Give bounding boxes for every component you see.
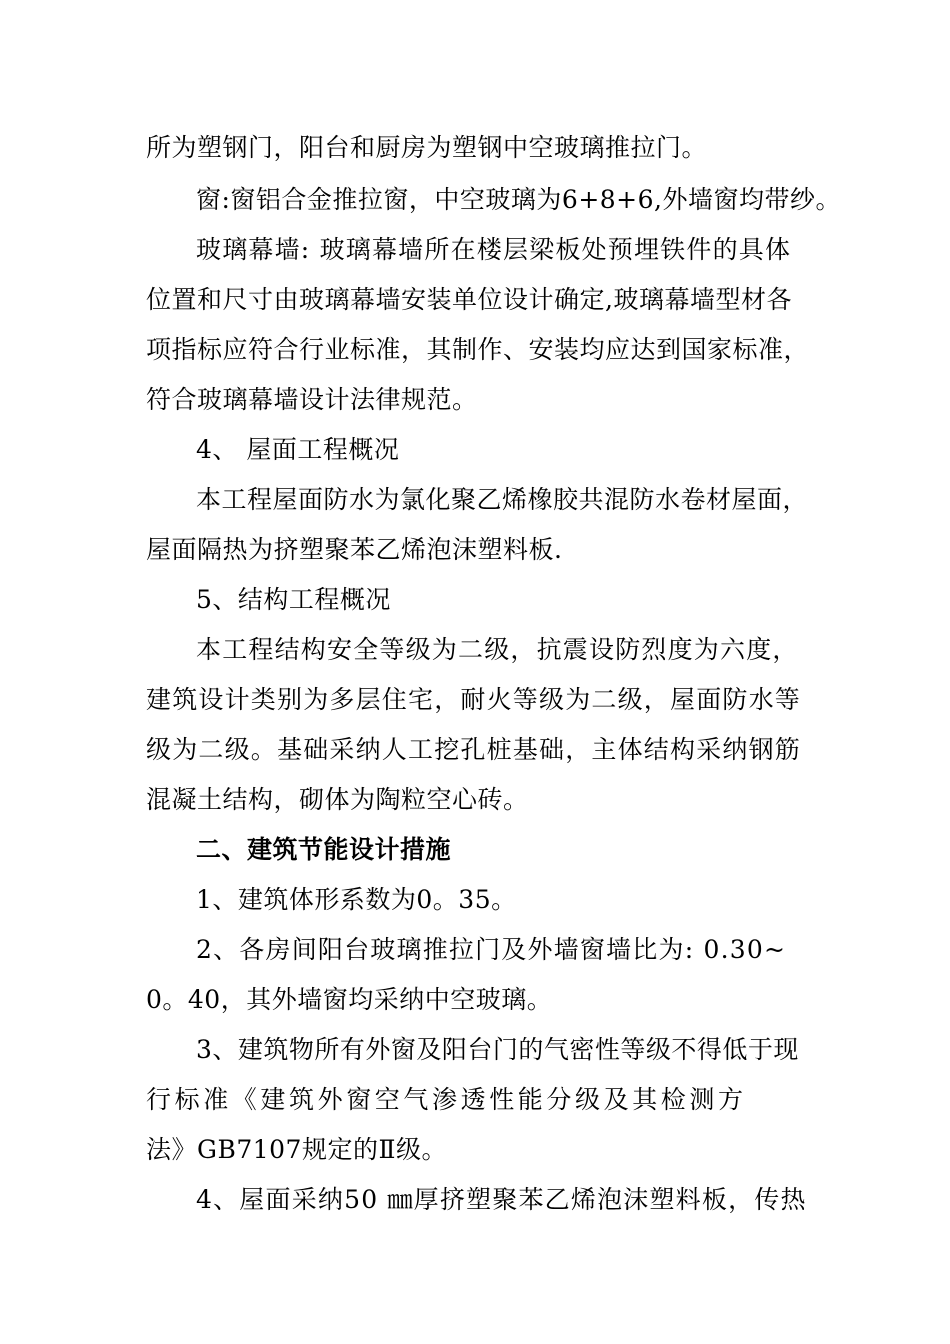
section-heading: 5、结构工程概况 (196, 585, 391, 614)
paragraph-line: 级为二级。基础采纳人工挖孔桩基础，主体结构采纳钢筋 (146, 735, 802, 764)
paragraph-line: 2、各房间阳台玻璃推拉门及外墙窗墙比为: 0.30~ (196, 935, 787, 964)
paragraph-line: 窗:窗铝合金推拉窗，中空玻璃为6+8+6,外墙窗均带纱。 (196, 185, 841, 214)
paragraph-line: 建筑设计类别为多层住宅，耐火等级为二级，屋面防水等 (146, 685, 802, 714)
paragraph-line: 4、屋面采纳50 ㎜厚挤塑聚苯乙烯泡沫塑料板，传热 (196, 1185, 807, 1214)
paragraph-line: 0。40，其外墙窗均采纳中空玻璃。 (146, 985, 553, 1014)
paragraph-line: 所为塑钢门，阳台和厨房为塑钢中空玻璃推拉门。 (146, 133, 708, 162)
paragraph-line: 符合玻璃幕墙设计法律规范。 (146, 385, 478, 414)
chapter-heading: 二、建筑节能设计措施 (196, 835, 452, 864)
paragraph-line: 本工程屋面防水为氯化聚乙烯橡胶共混防水卷材屋面， (196, 485, 809, 514)
paragraph-line: 3、建筑物所有外窗及阳台门的气密性等级不得低于现 (196, 1035, 799, 1064)
paragraph-line: 行标准《建筑外窗空气渗透性能分级及其检测方 (146, 1085, 747, 1114)
paragraph-line: 法》GB7107规定的Ⅱ级。 (146, 1135, 447, 1164)
paragraph-line: 玻璃幕墙: 玻璃幕墙所在楼层梁板处预埋铁件的具体 (196, 235, 792, 264)
paragraph-line: 混凝土结构，砌体为陶粒空心砖。 (146, 785, 529, 814)
paragraph-line: 1、建筑体形系数为0。35。 (196, 885, 517, 914)
paragraph-line: 位置和尺寸由玻璃幕墙安装单位设计确定,玻璃幕墙型材各 (146, 285, 792, 314)
paragraph-line: 项指标应符合行业标准，其制作、安装均应达到国家标准， (146, 335, 810, 364)
paragraph-line: 屋面隔热为挤塑聚苯乙烯泡沫塑料板. (146, 535, 563, 564)
section-heading: 4、 屋面工程概况 (196, 435, 400, 464)
paragraph-line: 本工程结构安全等级为二级，抗震设防烈度为六度， (196, 635, 799, 664)
